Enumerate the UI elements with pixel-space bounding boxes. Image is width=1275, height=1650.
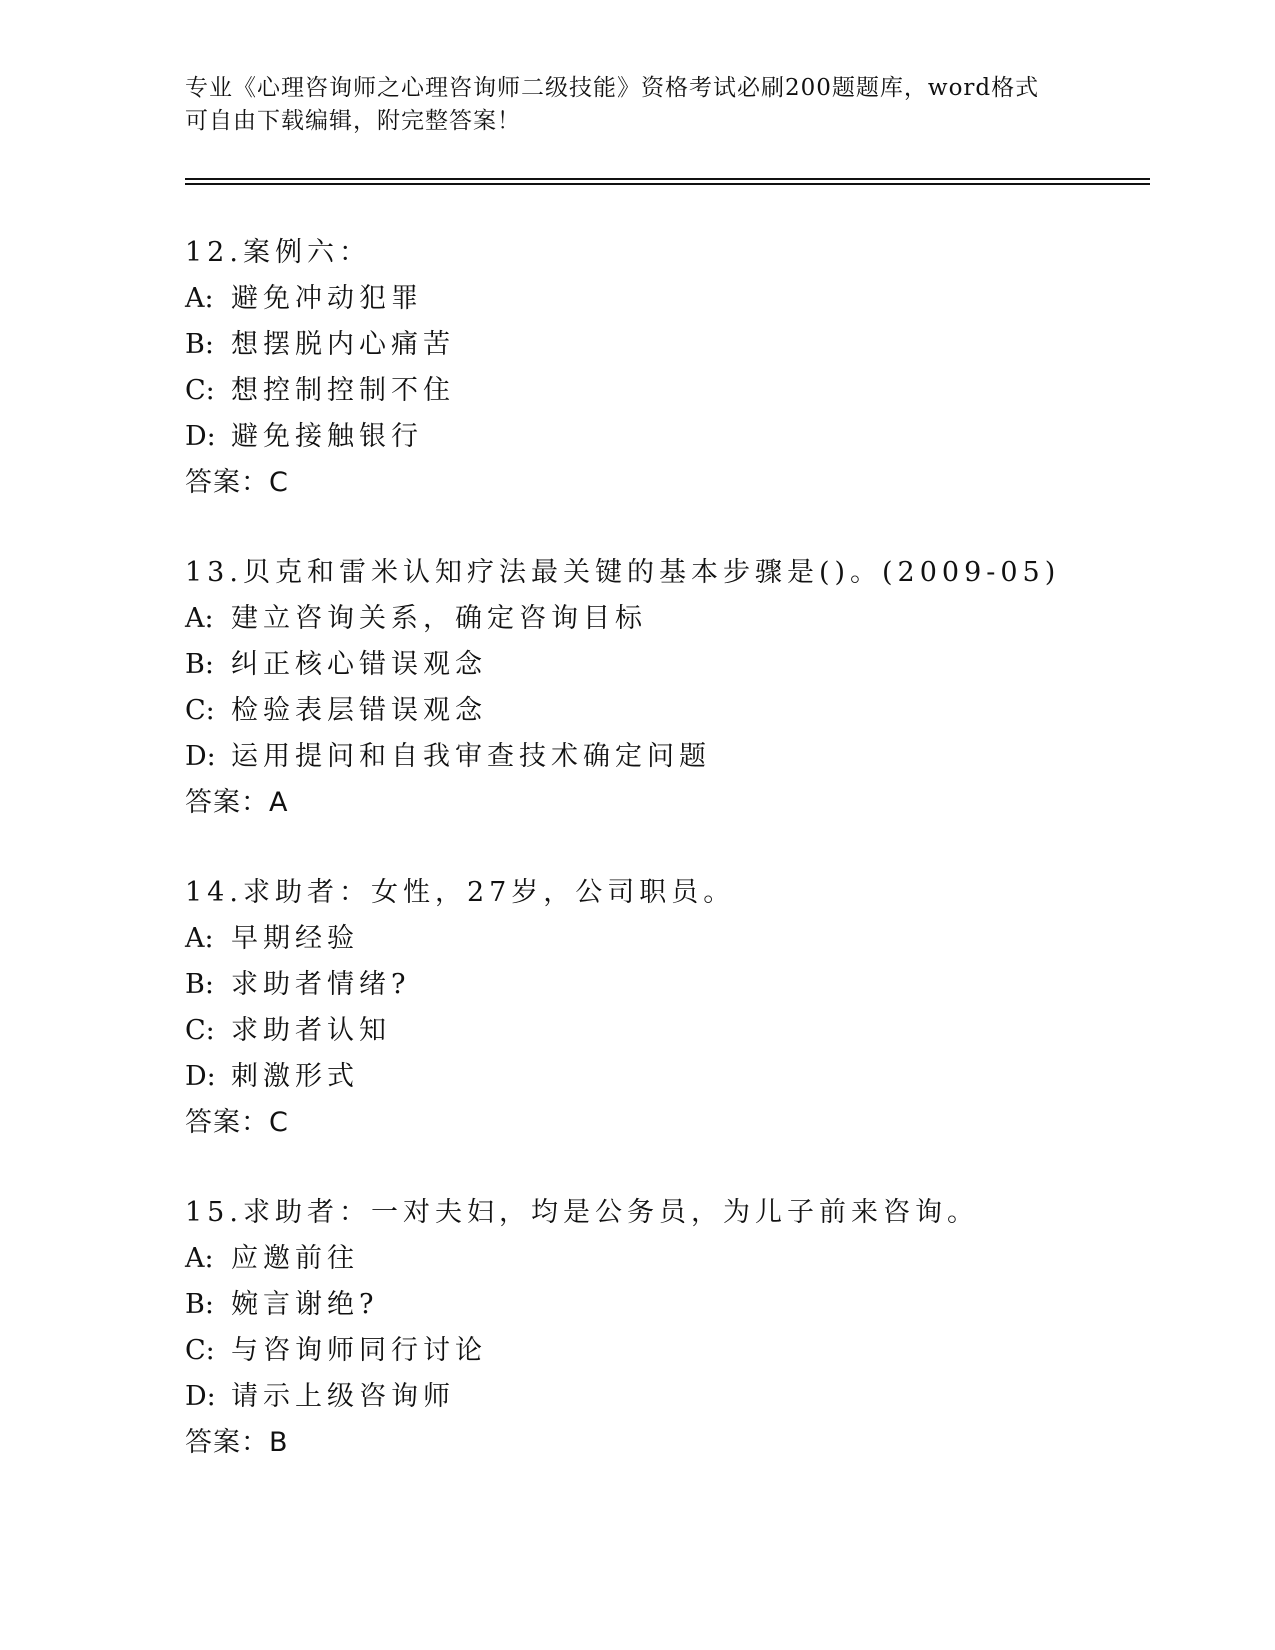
option-text: 与咨询师同行讨论: [231, 1335, 487, 1366]
option-letter: B:: [185, 969, 214, 1000]
option-c: [185, 688, 1145, 734]
option-letter: C:: [185, 375, 215, 406]
option-letter: D:: [185, 421, 216, 452]
option-text: 建立咨询关系，确定咨询目标: [231, 603, 647, 634]
option-text: 检验表层错误观念: [231, 695, 487, 726]
question-13: [185, 550, 1145, 826]
option-text: 应邀前往: [231, 1243, 359, 1274]
option-d: [185, 734, 1145, 780]
option-c: [185, 1008, 1145, 1054]
option-d: [185, 414, 1145, 460]
option-letter: D:: [185, 741, 216, 772]
answer-line: 答案：C: [185, 467, 289, 498]
option-d: [185, 1054, 1145, 1100]
option-letter: C:: [185, 1015, 215, 1046]
option-text: 想摆脱内心痛苦: [231, 329, 455, 360]
question-stem: 12.案例六：: [185, 237, 371, 268]
option-b: [185, 322, 1145, 368]
header-divider-bottom: [185, 183, 1150, 185]
option-text: 请示上级咨询师: [231, 1381, 455, 1412]
question-12: [185, 230, 1145, 506]
option-letter: A:: [185, 923, 214, 954]
option-text: 纠正核心错误观念: [231, 649, 487, 680]
option-letter: B:: [185, 649, 214, 680]
answer-line: 答案：A: [185, 787, 289, 818]
option-b: [185, 1282, 1145, 1328]
question-stem: 15.求助者：一对夫妇，均是公务员，为儿子前来咨询。: [185, 1197, 979, 1228]
answer-line: 答案：B: [185, 1427, 289, 1458]
header-line-1: 专业《心理咨询师之心理咨询师二级技能》资格考试必刷200题题库，word格式: [185, 75, 1040, 101]
answer-line: 答案：C: [185, 1107, 289, 1138]
header-line-2: 可自由下载编辑，附完整答案！: [185, 108, 521, 134]
option-letter: A:: [185, 283, 214, 314]
question-15: [185, 1190, 1145, 1466]
option-letter: C:: [185, 1335, 215, 1366]
option-b: [185, 962, 1145, 1008]
option-a: [185, 916, 1145, 962]
option-b: [185, 642, 1145, 688]
option-letter: D:: [185, 1061, 216, 1092]
option-c: [185, 1328, 1145, 1374]
option-a: [185, 596, 1145, 642]
option-a: [185, 276, 1145, 322]
option-letter: A:: [185, 603, 214, 634]
option-text: 婉言谢绝?: [231, 1289, 379, 1320]
question-stem: 13.贝克和雷米认知疗法最关键的基本步骤是()。(2009-05): [185, 557, 1061, 588]
option-text: 求助者认知: [231, 1015, 391, 1046]
option-c: [185, 368, 1145, 414]
option-text: 求助者情绪?: [231, 969, 411, 1000]
option-letter: B:: [185, 329, 214, 360]
option-a: [185, 1236, 1145, 1282]
question-stem: 14.求助者：女性，27岁，公司职员。: [185, 877, 736, 908]
question-14: [185, 870, 1145, 1146]
option-text: 早期经验: [231, 923, 359, 954]
option-letter: D:: [185, 1381, 216, 1412]
document-header: [185, 72, 1085, 138]
option-text: 想控制控制不住: [231, 375, 455, 406]
option-letter: A:: [185, 1243, 214, 1274]
option-letter: B:: [185, 1289, 214, 1320]
option-text: 避免冲动犯罪: [231, 283, 423, 314]
option-d: [185, 1374, 1145, 1420]
option-text: 避免接触银行: [231, 421, 423, 452]
option-letter: C:: [185, 695, 215, 726]
option-text: 运用提问和自我审查技术确定问题: [231, 741, 711, 772]
option-text: 刺激形式: [231, 1061, 359, 1092]
header-divider-top: [185, 178, 1150, 180]
